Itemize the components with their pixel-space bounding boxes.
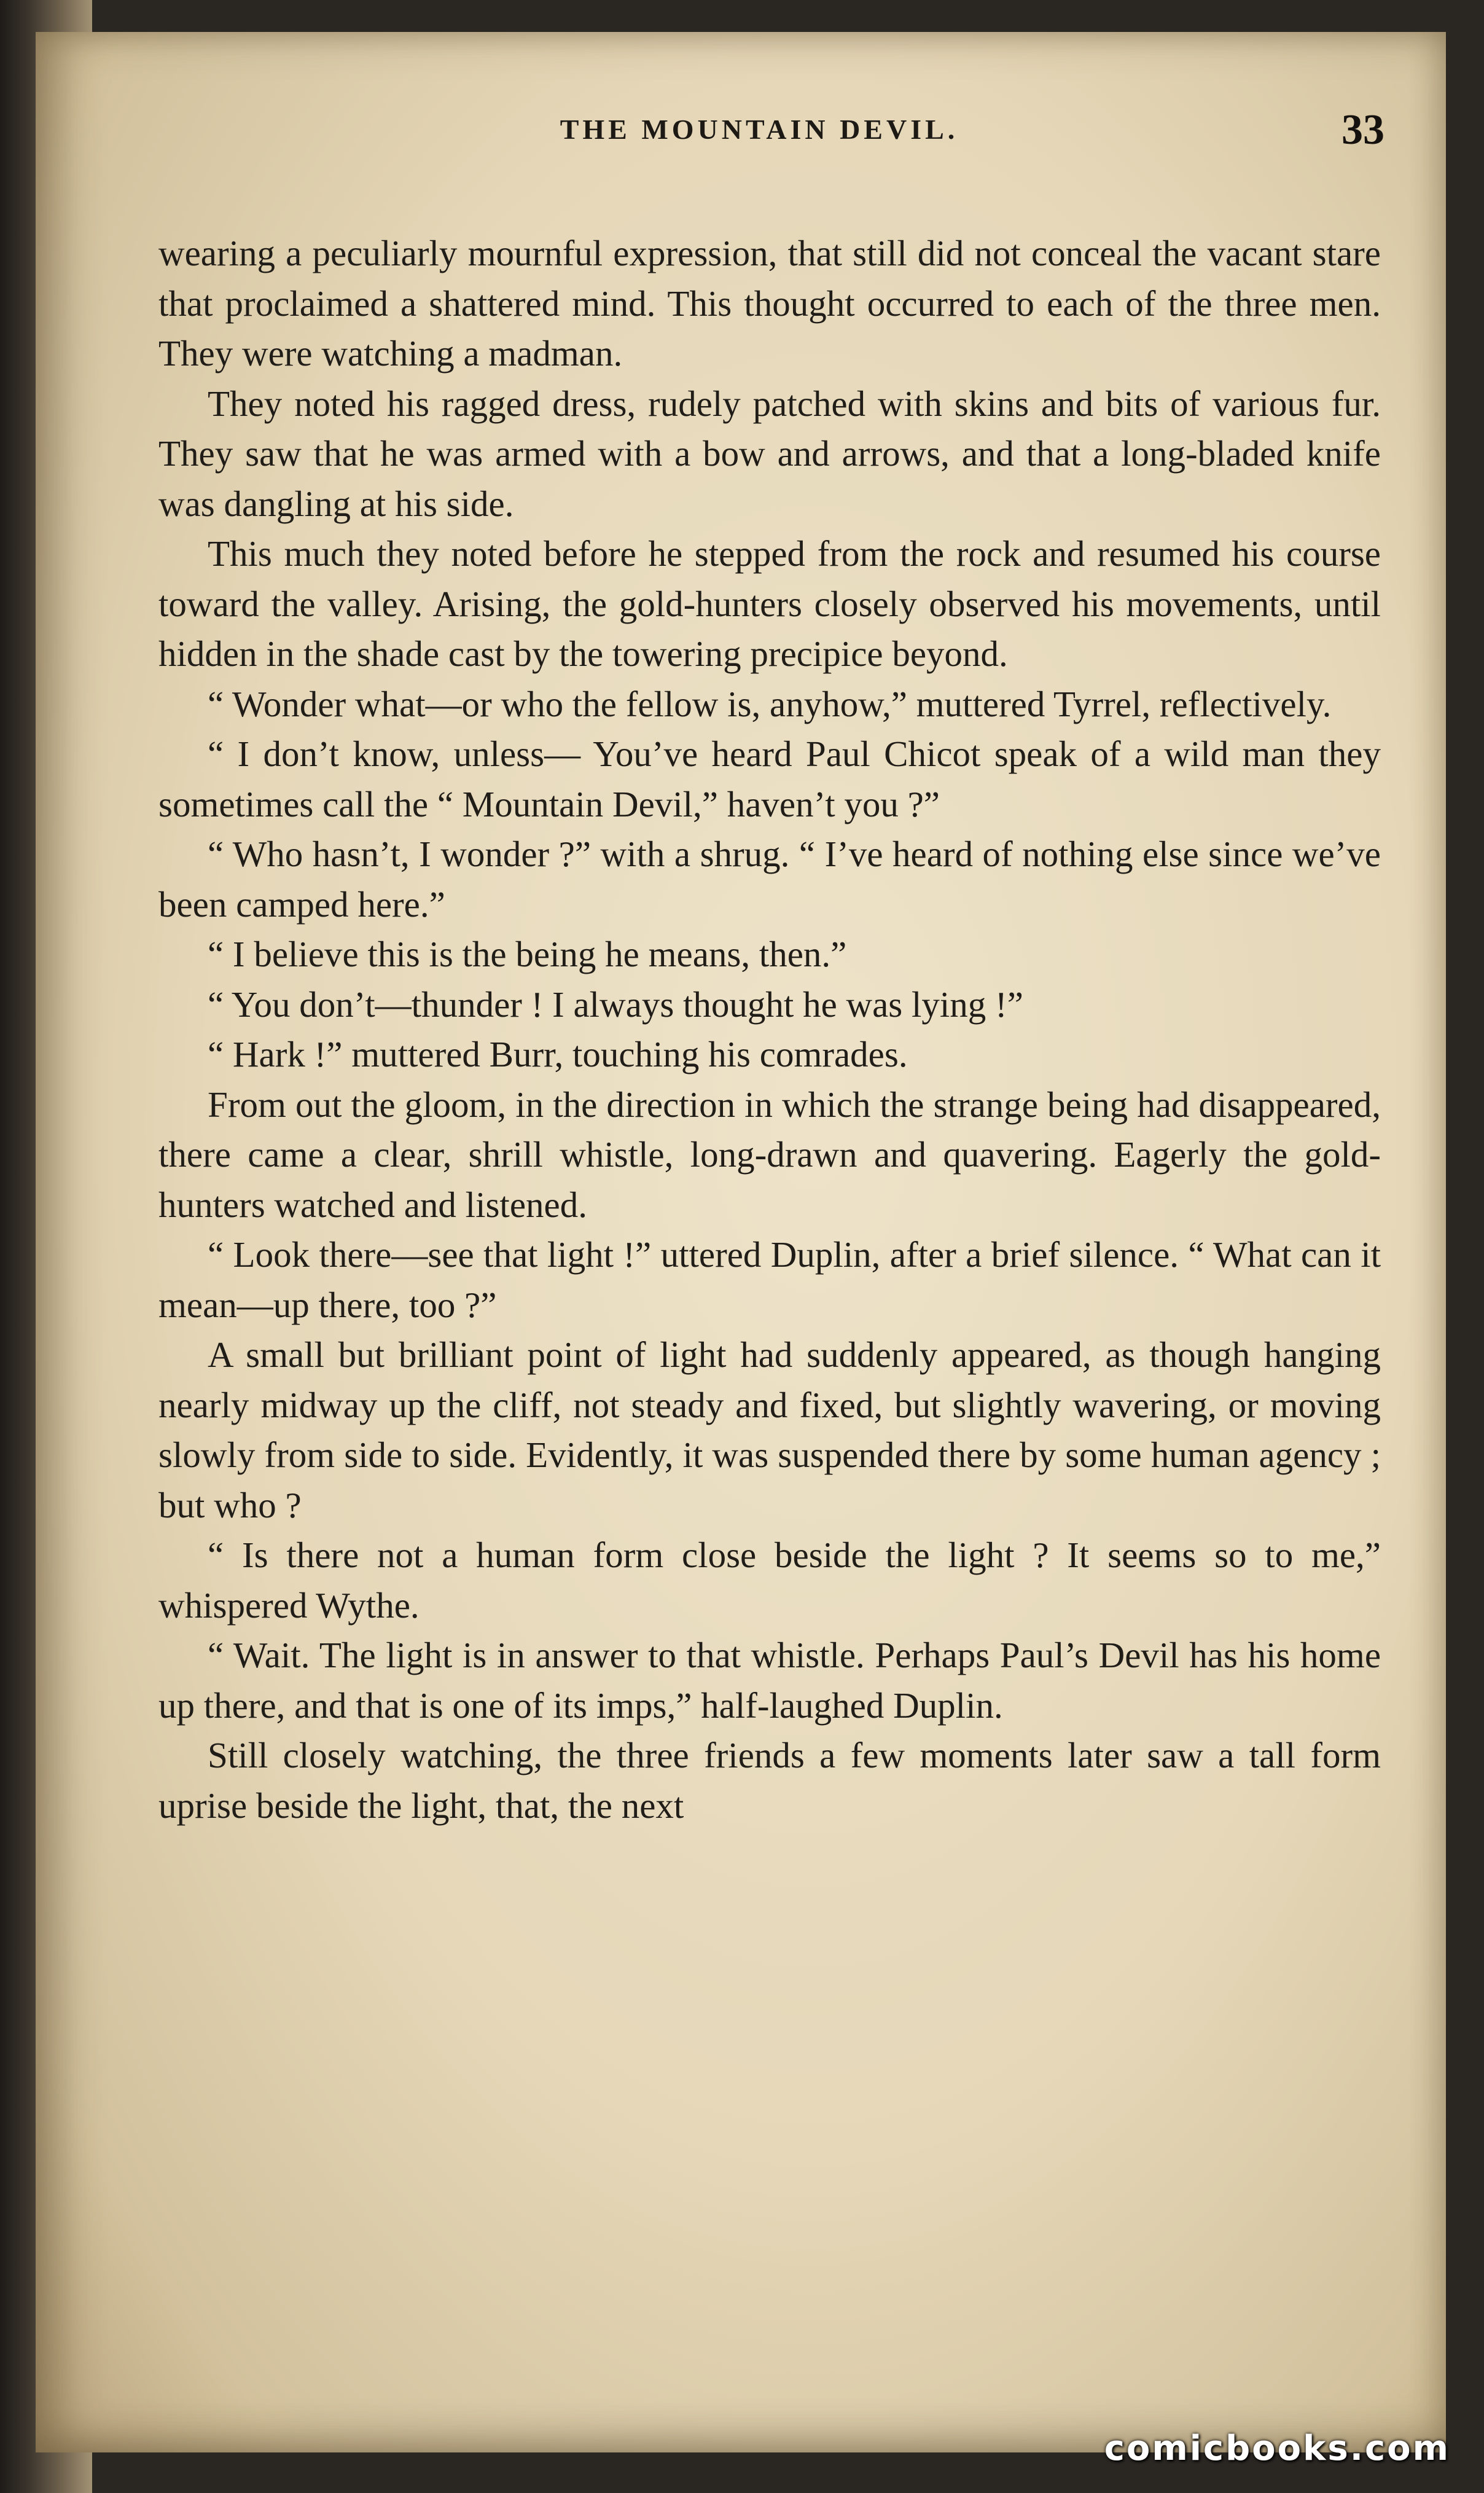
paragraph: “ I don’t know, unless— You’ve heard Paul Chicot speak of a wild man they sometimes call the “ Mountain Devil,” haven’t you ?” — [158, 734, 1381, 824]
page-number: 33 — [1341, 106, 1384, 154]
book-page — [36, 32, 1446, 2452]
paragraph: A small but brilliant point of light had suddenly appeared, as though hanging nearly midway up the cliff, not steady and fixed, but slightly wavering, or moving slowly from side to side. Evidently, it was suspended there by some human agency ; but who ? — [158, 1334, 1381, 1525]
paragraph: “ Wonder what—or who the fellow is, anyhow,” muttered Tyrrel, reflectively. — [208, 683, 1332, 724]
paragraph: From out the gloom, in the direction in which the strange being had disappeared, there came a clear, shrill whistle, long-drawn and quavering. Eagerly the gold-hunters watched and listened. — [158, 1084, 1381, 1225]
watermark-text: comicbooks.com — [1104, 2428, 1450, 2468]
paragraph: “ Who hasn’t, I wonder ?” with a shrug. “ I’ve heard of nothing else since we’ve been camped here.” — [158, 834, 1381, 925]
body-text — [158, 229, 1381, 1831]
paragraph: “ I believe this is the being he means, then.” — [208, 934, 847, 974]
paragraph: This much they noted before he stepped from the rock and resumed his course toward the valley. Arising, the gold-hunters closely observed his movements, until hidden in the shade cast by the towering precipice beyond. — [158, 533, 1381, 674]
paragraph: They noted his ragged dress, rudely patched with skins and bits of various fur. They saw that he was armed with a bow and arrows, and that a long-bladed knife was dangling at his side. — [158, 383, 1381, 524]
running-head — [134, 106, 1384, 168]
paragraph: “ Hark !” muttered Burr, touching his comrades. — [208, 1034, 908, 1074]
running-title: THE MOUNTAIN DEVIL. — [560, 114, 959, 145]
paragraph: “ Is there not a human form close beside the light ? It seems so to me,” whispered Wythe. — [158, 1535, 1381, 1626]
paragraph: “ You don’t—thunder ! I always thought he was lying !” — [208, 984, 1023, 1025]
paragraph: “ Wait. The light is in answer to that whistle. Perhaps Paul’s Devil has his home up there, and that is one of its imps,” half-laughed Duplin. — [158, 1635, 1381, 1726]
paragraph: “ Look there—see that light !” uttered Duplin, after a brief silence. “ What can it mean—up there, too ?” — [158, 1234, 1381, 1325]
paragraph: wearing a peculiarly mournful expression, that still did not conceal the vacant stare that proclaimed a shattered mind. This thought occurred to each of the three men. They were watching a madman. — [158, 233, 1381, 374]
paragraph: Still closely watching, the three friends a few moments later saw a tall form uprise beside the light, that, the next — [158, 1735, 1381, 1826]
